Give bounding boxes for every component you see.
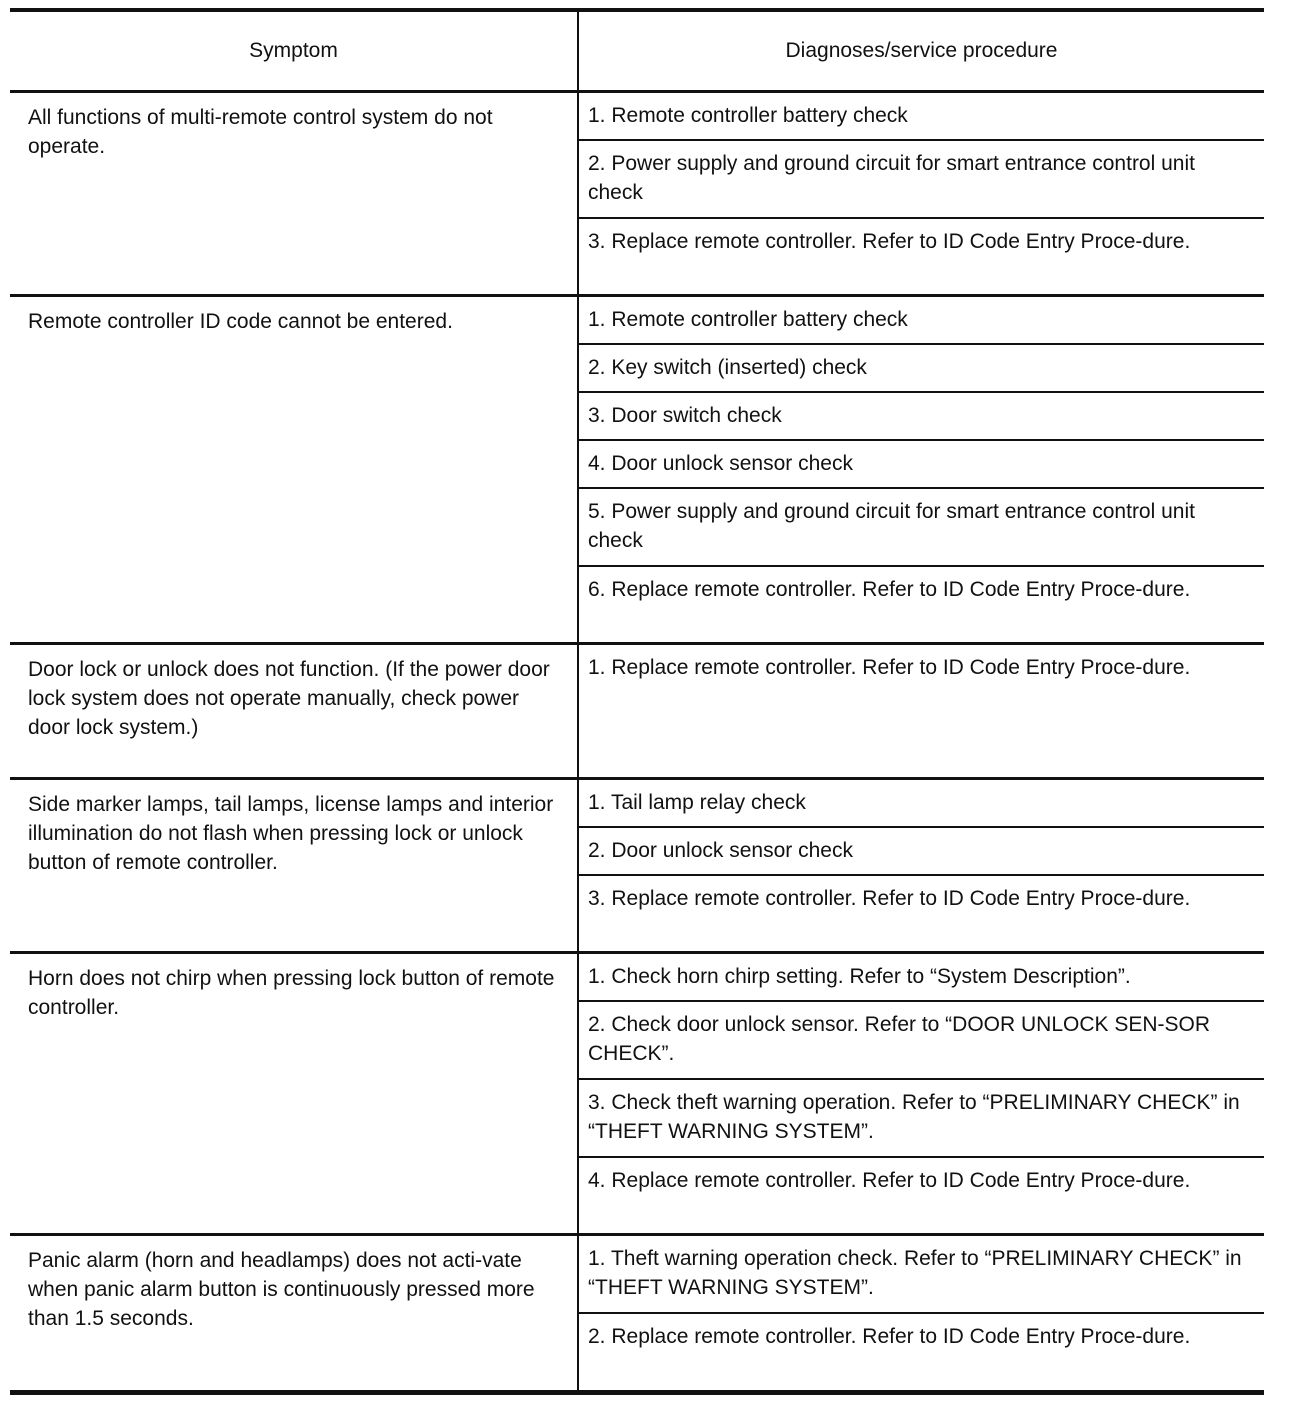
procedure-cell: 1. Check horn chirp setting. Refer to “System Description”.: [578, 953, 1264, 1001]
procedure-cell: 1. Tail lamp relay check: [578, 779, 1264, 827]
symptom-header: Symptom: [10, 10, 578, 92]
procedure-cell: 1. Replace remote controller. Refer to ID Code Entry Proce-dure.: [578, 644, 1264, 779]
procedure-cell: 3. Replace remote controller. Refer to ID Code Entry Proce-dure.: [578, 875, 1264, 953]
diagnosis-table: [10, 8, 1264, 1395]
table-row: [10, 92, 1264, 140]
procedure-cell: 1. Remote controller battery check: [578, 92, 1264, 140]
symptom-cell: Horn does not chirp when pressing lock button of remote controller.: [10, 953, 578, 1235]
procedure-cell: 1. Remote controller battery check: [578, 296, 1264, 344]
procedure-cell: 4. Replace remote controller. Refer to ID Code Entry Proce-dure.: [578, 1157, 1264, 1235]
procedure-cell: 4. Door unlock sensor check: [578, 440, 1264, 488]
table-body: [10, 92, 1264, 1393]
symptom-cell: All functions of multi-remote control system do not operate.: [10, 92, 578, 296]
procedure-cell: 2. Power supply and ground circuit for smart entrance control unit check: [578, 140, 1264, 218]
procedure-cell: 6. Replace remote controller. Refer to ID Code Entry Proce-dure.: [578, 566, 1264, 644]
table-row: [10, 1235, 1264, 1313]
procedure-cell: 3. Replace remote controller. Refer to ID Code Entry Proce-dure.: [578, 218, 1264, 296]
symptom-cell: Remote controller ID code cannot be entered.: [10, 296, 578, 644]
procedure-header: Diagnoses/service procedure: [578, 10, 1264, 92]
procedure-cell: 5. Power supply and ground circuit for smart entrance control unit check: [578, 488, 1264, 566]
symptom-cell: Side marker lamps, tail lamps, license lamps and interior illumination do not flash when pressing lock or unlock button of remote controller.: [10, 779, 578, 953]
procedure-cell: 1. Theft warning operation check. Refer to “PRELIMINARY CHECK” in “THEFT WARNING SYSTEM”.: [578, 1235, 1264, 1313]
procedure-cell: 2. Key switch (inserted) check: [578, 344, 1264, 392]
procedure-cell: 2. Replace remote controller. Refer to ID Code Entry Proce-dure.: [578, 1313, 1264, 1393]
procedure-cell: 3. Door switch check: [578, 392, 1264, 440]
symptom-cell: Panic alarm (horn and headlamps) does not acti-vate when panic alarm button is continuously pressed more than 1.5 seconds.: [10, 1235, 578, 1393]
table-row: [10, 779, 1264, 827]
table-row: [10, 644, 1264, 779]
procedure-cell: 2. Door unlock sensor check: [578, 827, 1264, 875]
procedure-cell: 2. Check door unlock sensor. Refer to “DOOR UNLOCK SEN-SOR CHECK”.: [578, 1001, 1264, 1079]
diagnosis-table-page: [10, 8, 1264, 1395]
table-row: [10, 953, 1264, 1001]
procedure-cell: 3. Check theft warning operation. Refer to “PRELIMINARY CHECK” in “THEFT WARNING SYSTEM”.: [578, 1079, 1264, 1157]
symptom-cell: Door lock or unlock does not function. (If the power door lock system does not operate manually, check power door lock system.): [10, 644, 578, 779]
table-row: [10, 296, 1264, 344]
header-row: [10, 10, 1264, 92]
